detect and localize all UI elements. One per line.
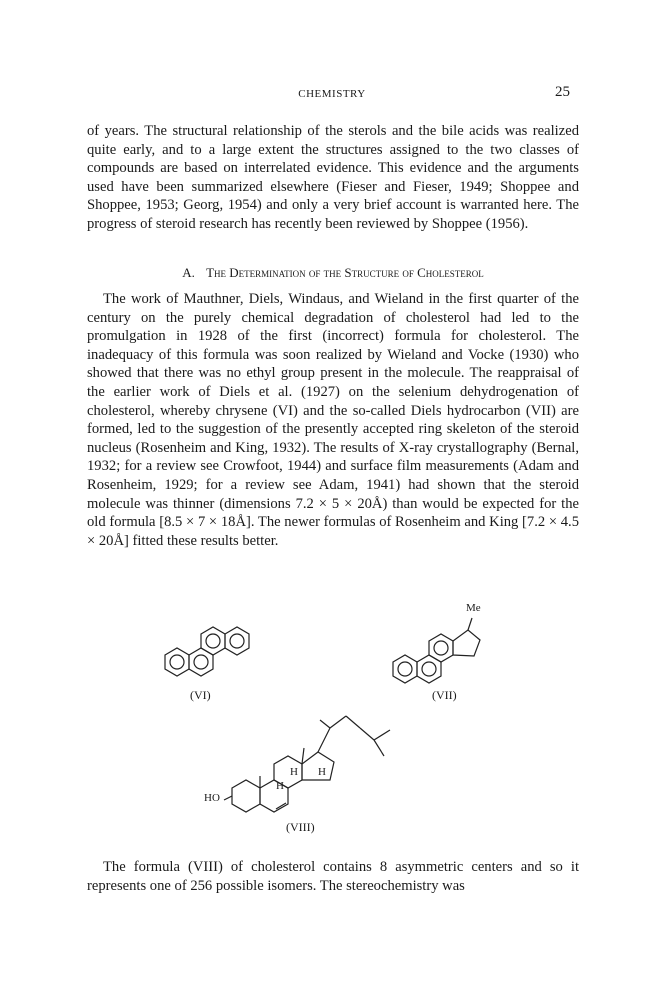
vii-me-label: Me <box>466 602 481 614</box>
chrysene-structure <box>165 627 249 676</box>
paragraph-1: of years. The structural relationship of the sterols and the bile acids was realized quite early, and to a large extent the structures assigned to the two classes of compounds are based on interrelated evidence. This evidence and the arguments used have been summarized elsewhere (Fieser and Fieser, 1949; Shoppee and Shoppee, 1953; Georg, 1954) and only a very brief account is warranted here. The progress of steroid research has recently been reviewed by Shoppee (1956). <box>87 123 579 232</box>
paragraph-2: The work of Mauthner, Diels, Windaus, and Wieland in the first quarter of the century on the purely chemical degradation of cholesterol had led to the promulgation in 1928 of the first (incorrect) formula for cholesterol. The inadequacy of this formula was soon realized by Wieland and Vocke (1930) who showed that there was no ethyl group present in the molecule. The reappraisal of the earlier work of Diels et al. (1927) on the selenium dehydrogenation of cholesterol, whereby chrysene (VI) and the so-called Diels hydrocarbon (VII) are formed, led to the suggestion of the presently accepted ring skeleton of the steroid nucleus (Rosenheim and King, 1932). The results of X-ray crystallography (Bernal, 1932; for a review see Crowfoot, 1944) and surface film measurements (Adam and Rosenheim, 1929; for a review see Adam, 1941) had shown that the steroid molecule was thinner (dimensions 7.2 × 5 × 20Å) than would be expected for the old formula [8.5 × 7 × 18Å]. The newer formulas of Rosenheim and King [7.2 × 4.5 × 20Å] fitted these results better. <box>87 291 579 549</box>
cholesterol-structure <box>224 716 390 812</box>
viii-h2-label: H <box>318 766 326 778</box>
section-title: The Determination of the Structure of Cholesterol <box>206 265 484 280</box>
diels-hydrocarbon-structure <box>393 618 480 683</box>
paragraph-3: The formula (VIII) of cholesterol contains 8 asymmetric centers and so it represents one of 256 possible isomers. The stereochemistry was <box>87 859 579 894</box>
viii-ho-label: HO <box>204 792 220 804</box>
running-title: CHEMISTRY <box>298 88 366 100</box>
viii-h1-label: H <box>290 766 298 778</box>
page-number: 25 <box>555 84 570 100</box>
vii-label: (VII) <box>432 688 457 702</box>
vi-label: (VI) <box>190 688 211 702</box>
viii-h3-label: H <box>276 780 284 792</box>
section-label: A. <box>182 265 195 280</box>
viii-label: (VIII) <box>286 820 315 834</box>
